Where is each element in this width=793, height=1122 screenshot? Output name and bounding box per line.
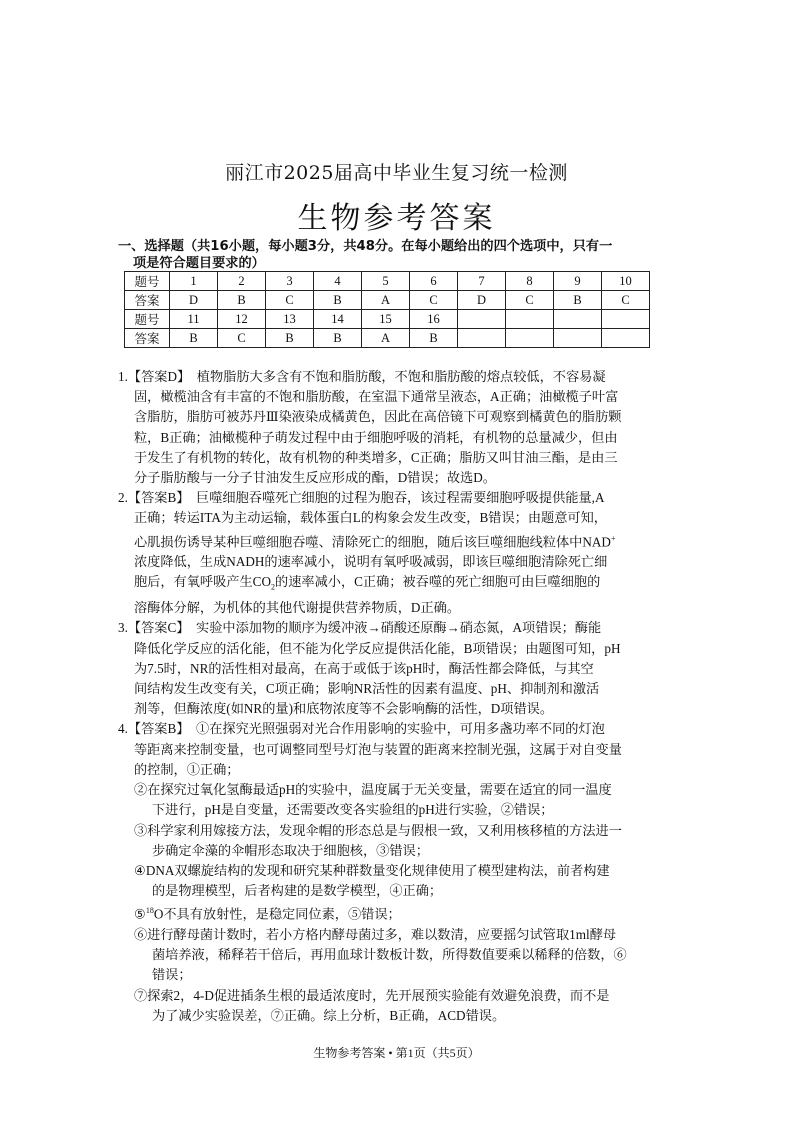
paragraph-line: 3.【答案C】 实验中添加物的顺序为缓冲液→硝酸还原酶→硝态氮，A项错误；酶能 (118, 620, 602, 636)
section-heading-line1: 一、选择题（共16小题，每小题3分，共48分。在每小题给出的四个选项中，只有一 (118, 239, 613, 254)
paragraph-line: 溶酶体分解，为机体的其他代谢提供营养物质，D正确。 (134, 600, 461, 616)
answer-explanations (118, 367, 664, 1026)
table-cell: C (266, 291, 314, 310)
paragraph-line (118, 529, 664, 553)
paragraph-line: 的是物理模型，后者构建的是数学模型，④正确； (152, 883, 443, 899)
table-cell: C (218, 329, 266, 348)
table-cell: B (218, 291, 266, 310)
table-row-label: 题号 (125, 310, 170, 329)
paragraph-line: 浓度降低，生成NADH的速率减小，说明有氧呼吸减弱，即该巨噬细胞清除死亡细 (134, 554, 608, 570)
text-run: 心肌损伤诱导某种巨噬细胞吞噬、清除死亡的细胞，随后该巨噬细胞线粒体中NAD (134, 534, 611, 550)
question-1-explanation (118, 367, 664, 488)
question-2-explanation (118, 488, 664, 618)
table-row (125, 291, 650, 310)
paragraph-line: 剂等，但酶浓度(如NR的量)和底物浓度等不会影响酶的活性，D项错误。 (134, 701, 554, 717)
table-cell (506, 329, 554, 348)
table-cell: 2 (218, 272, 266, 291)
table-cell: B (314, 329, 362, 348)
paragraph-line: 粒，B正确；油橄榄种子萌发过程中由于细胞呼吸的消耗，有机物的总量减少，但由 (134, 429, 618, 445)
table-cell: 10 (602, 272, 650, 291)
table-cell: C (602, 291, 650, 310)
table-cell (602, 310, 650, 329)
paragraph-line: ⑦探索2，4-D促进插条生根的最适浓度时，先开展预实验能有效避免浪费，而不是 (134, 987, 610, 1003)
document-title: 丽江市2025届高中毕业生复习统一检测 (225, 162, 568, 184)
paragraph-line: ③科学家利用嫁接方法，发现伞帽的形态总是与假根一致，又利用核移植的方法进一 (134, 822, 622, 838)
superscript: + (610, 533, 616, 543)
table-row-label: 题号 (125, 272, 170, 291)
paragraph-line: 步确定伞藻的伞帽形态取决于细胞核，③错误； (152, 842, 429, 858)
table-cell: 14 (314, 310, 362, 329)
table-row-label: 答案 (125, 291, 170, 310)
table-cell: D (458, 291, 506, 310)
table-cell: 12 (218, 310, 266, 329)
table-cell: B (170, 329, 218, 348)
table-cell: A (362, 329, 410, 348)
text-run: ⑤ (134, 906, 146, 922)
paragraph-line: 分子脂肪酸与一分子甘油发生反应形成的酯，D错误；故选D。 (134, 470, 496, 486)
paragraph-line: 间结构发生改变有关，C项正确；影响NR活性的因素有温度、pH、抑制剂和激活 (134, 681, 600, 697)
paragraph-line: ⑥进行酵母菌计数时，若小方格内酵母菌过多，难以数清，应要摇匀试管取1ml酵母 (134, 926, 617, 942)
paragraph-line: 的控制，①正确； (134, 761, 240, 777)
table-cell: 3 (266, 272, 314, 291)
paragraph-line: 固，橄榄油含有丰富的不饱和脂肪酸，在室温下通常呈液态，A正确；油橄榄子叶富 (134, 389, 619, 405)
table-cell: B (554, 291, 602, 310)
table-cell: 7 (458, 272, 506, 291)
table-cell (458, 329, 506, 348)
table-row-label: 答案 (125, 329, 170, 348)
paragraph-line (118, 901, 664, 925)
section-heading-line2: 项是符合题目要求的） (133, 256, 265, 271)
table-cell: 4 (314, 272, 362, 291)
table-cell: B (314, 291, 362, 310)
paragraph-line (118, 572, 664, 598)
paragraph-line: 为7.5时，NR的活性相对最高，在高于或低于该pH时，酶活性都会降低，与其空 (134, 660, 594, 676)
paragraph-line: 菌培养液，稀释若干倍后，再用血球计数板计数，所得数值要乘以稀释的倍数，⑥ (152, 947, 627, 963)
text-run: 胞后，有氧呼吸产生CO (134, 574, 272, 590)
table-row (125, 329, 650, 348)
text-run: 的速率减小，C正确；被吞噬的死亡细胞可由巨噬细胞的 (275, 574, 601, 590)
table-cell: B (410, 329, 458, 348)
table-cell: 8 (506, 272, 554, 291)
table-cell: 15 (362, 310, 410, 329)
table-row (125, 272, 650, 291)
paragraph-line: 于发生了有机物的转化，故有机物的种类增多，C正确；脂肪又叫甘油三酯，是由三 (134, 449, 618, 465)
table-cell (554, 329, 602, 348)
table-cell: C (410, 291, 458, 310)
answer-table (124, 271, 650, 348)
table-cell (602, 329, 650, 348)
paragraph-line: 降低化学反应的活化能，但不能为化学反应提供活化能，B项错误；由题图可知，pH (134, 640, 621, 656)
paragraph-line: 含脂肪，脂肪可被苏丹Ⅲ染液染成橘黄色，因此在高倍镜下可观察到橘黄色的脂肪颗 (134, 409, 622, 425)
table-cell: 6 (410, 272, 458, 291)
table-cell: 9 (554, 272, 602, 291)
table-cell: 5 (362, 272, 410, 291)
paragraph-line: ④DNA双螺旋结构的发现和研究某种群数量变化规律使用了模型建构法，前者构建 (134, 862, 610, 878)
table-cell: C (506, 291, 554, 310)
superscript: 18 (145, 906, 154, 916)
paragraph-line: ②在探究过氧化氢酶最适pH的实验中，温度属于无关变量，需要在适宜的同一温度 (134, 782, 612, 798)
question-3-explanation (118, 618, 664, 719)
paragraph-line: 1.【答案D】 植物脂肪大多含有不饱和脂肪酸，不饱和脂肪酸的熔点较低，不容易凝 (118, 369, 606, 384)
paragraph-line: 4.【答案B】 ①在探究光照强弱对光合作用影响的实验中，可用多盏功率不同的灯泡 (118, 721, 605, 737)
table-cell: 11 (170, 310, 218, 329)
paragraph-line: 等距离来控制变量，也可调整同型号灯泡与装置的距离来控制光强，这属于对自变量 (134, 741, 622, 757)
table-cell: B (266, 329, 314, 348)
table-cell (458, 310, 506, 329)
table-cell (554, 310, 602, 329)
document-subtitle: 生物参考答案 (297, 201, 496, 236)
table-row (125, 310, 650, 329)
page-footer: 生物参考答案 • 第1页（共5页） (313, 1046, 480, 1060)
table-cell: 13 (266, 310, 314, 329)
paragraph-line: 错误； (152, 967, 192, 983)
paragraph-line: 2.【答案B】 巨噬细胞吞噬死亡细胞的过程为胞吞，该过程需要细胞呼吸提供能量,A (118, 490, 605, 506)
table-cell (506, 310, 554, 329)
section-heading (118, 238, 678, 272)
table-cell: A (362, 291, 410, 310)
paragraph-line: 为了减少实验误差，⑦正确。综上分析，B正确，ACD错误。 (152, 1007, 506, 1023)
paragraph-line: 下进行，pH是自变量，还需要改变各实验组的pH进行实验，②错误； (152, 802, 554, 818)
question-4-explanation (118, 719, 664, 1025)
table-cell: 16 (410, 310, 458, 329)
text-run: O不具有放射性，是稳定同位素，⑤错误； (153, 906, 401, 922)
table-cell: 1 (170, 272, 218, 291)
table-cell: D (170, 291, 218, 310)
subscript: 2 (271, 583, 276, 593)
paragraph-line: 正确；转运ITA为主动运输，载体蛋白L的构象会发生改变，B错误；由题意可知， (134, 510, 607, 526)
